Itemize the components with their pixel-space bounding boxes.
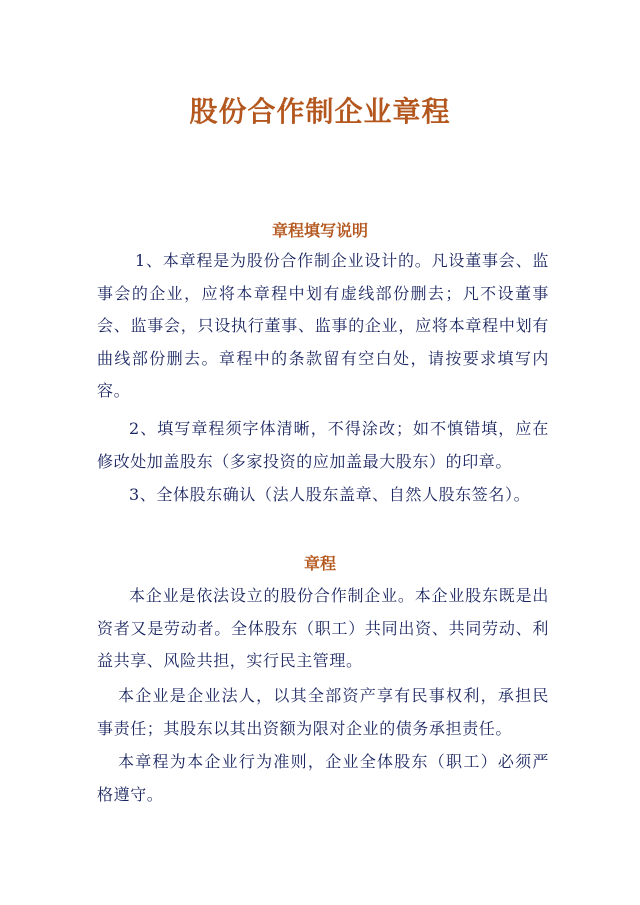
document-title: 股份合作制企业章程 bbox=[189, 95, 451, 128]
charter-paragraph-3: 本章程为本企业行为准则，企业全体股东（职工）必须严格遵守。 bbox=[97, 752, 549, 804]
instruction-item-2: 2、填写章程须字体清晰，不得涂改；如不慎错填，应在修改处加盖股东（多家投资的应加盖最大股东）的印章。 bbox=[97, 419, 549, 471]
charter-paragraph-1: 本企业是依法设立的股份合作制企业。本企业股东既是出资者又是劳动者。全体股东（职工）共同出资、共同劳动、利益共享、风险共担，实行民主管理。 bbox=[97, 586, 549, 670]
charter-heading: 章程 bbox=[303, 554, 336, 573]
instruction-item-3: 3、全体股东确认（法人股东盖章、自然人股东签名）。 bbox=[129, 485, 531, 504]
instructions-heading: 章程填写说明 bbox=[271, 221, 368, 240]
instruction-item-1: 1、本章程是为股份合作制企业设计的。凡设董事会、监事会的企业，应将本章程中划有虚线部份删去；凡不设董事会、监事会，只设执行董事、监事的企业，应将本章程中划有曲线部份删去。章程中的条款留有空白处，请按要求填写内容。 bbox=[97, 251, 549, 400]
charter-paragraph-2: 本企业是企业法人，以其全部资产享有民事权利，承担民事责任；其股东以其出资额为限对企业的债务承担责任。 bbox=[97, 686, 549, 738]
